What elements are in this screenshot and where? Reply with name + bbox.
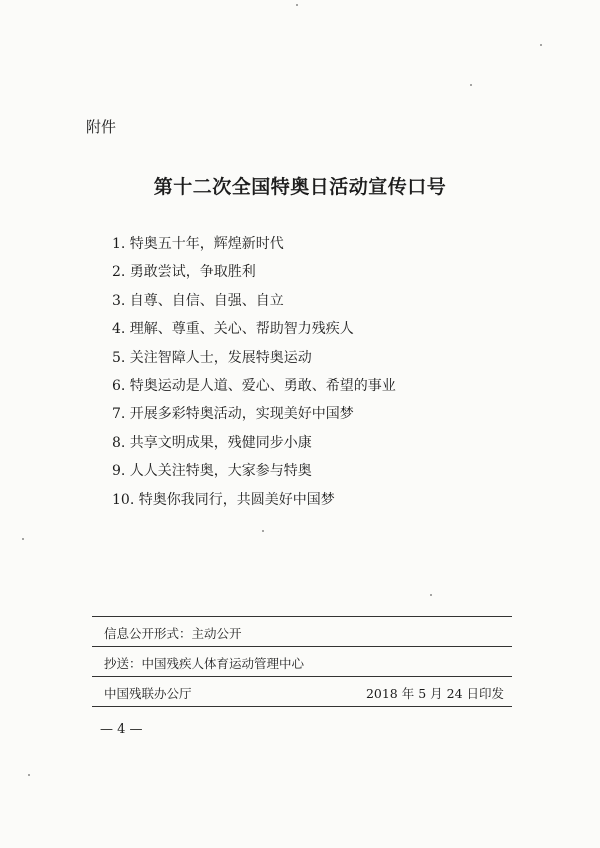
scan-speck <box>430 594 432 596</box>
slogan-item: 3. 自尊、自信、自强、自立 <box>112 292 284 309</box>
slogan-item: 6. 特奥运动是人道、爱心、勇敢、希望的事业 <box>112 377 396 394</box>
slogan-item: 10. 特奥你我同行，共圆美好中国梦 <box>112 491 335 508</box>
page-number: — 4 — <box>100 722 143 737</box>
disclosure-type: 信息公开形式：主动公开 <box>104 626 242 641</box>
scan-speck <box>296 4 298 6</box>
slogan-item: 9. 人人关注特奥，大家参与特奥 <box>112 463 312 480</box>
attachment-label: 附件 <box>86 118 117 136</box>
footer-divider <box>92 646 512 647</box>
cc-recipient: 抄送：中国残疾人体育运动管理中心 <box>104 656 305 671</box>
scan-speck <box>22 538 24 540</box>
slogan-item: 5. 关注智障人士，发展特奥运动 <box>112 349 312 366</box>
slogan-item: 7. 开展多彩特奥活动，实现美好中国梦 <box>112 406 354 423</box>
footer-divider-bottom <box>92 706 512 707</box>
slogan-item: 1. 特奥五十年，辉煌新时代 <box>112 236 284 252</box>
slogan-item: 2. 勇敢尝试，争取胜利 <box>112 264 256 281</box>
scan-speck <box>262 530 264 532</box>
issuing-office: 中国残联办公厅 <box>104 686 192 701</box>
footer-divider-top <box>92 616 512 617</box>
footer-divider <box>92 676 512 677</box>
slogan-item: 8. 共享文明成果，残健同步小康 <box>112 434 312 451</box>
scan-speck <box>540 44 542 46</box>
scan-speck <box>470 84 472 86</box>
issue-date: 2018 年 5 月 24 日印发 <box>365 686 504 701</box>
slogan-list <box>112 230 396 514</box>
slogan-item: 4. 理解、尊重、关心、帮助智力残疾人 <box>112 321 354 338</box>
scan-speck <box>28 774 30 776</box>
document-title: 第十二次全国特奥日活动宣传口号 <box>153 176 447 198</box>
